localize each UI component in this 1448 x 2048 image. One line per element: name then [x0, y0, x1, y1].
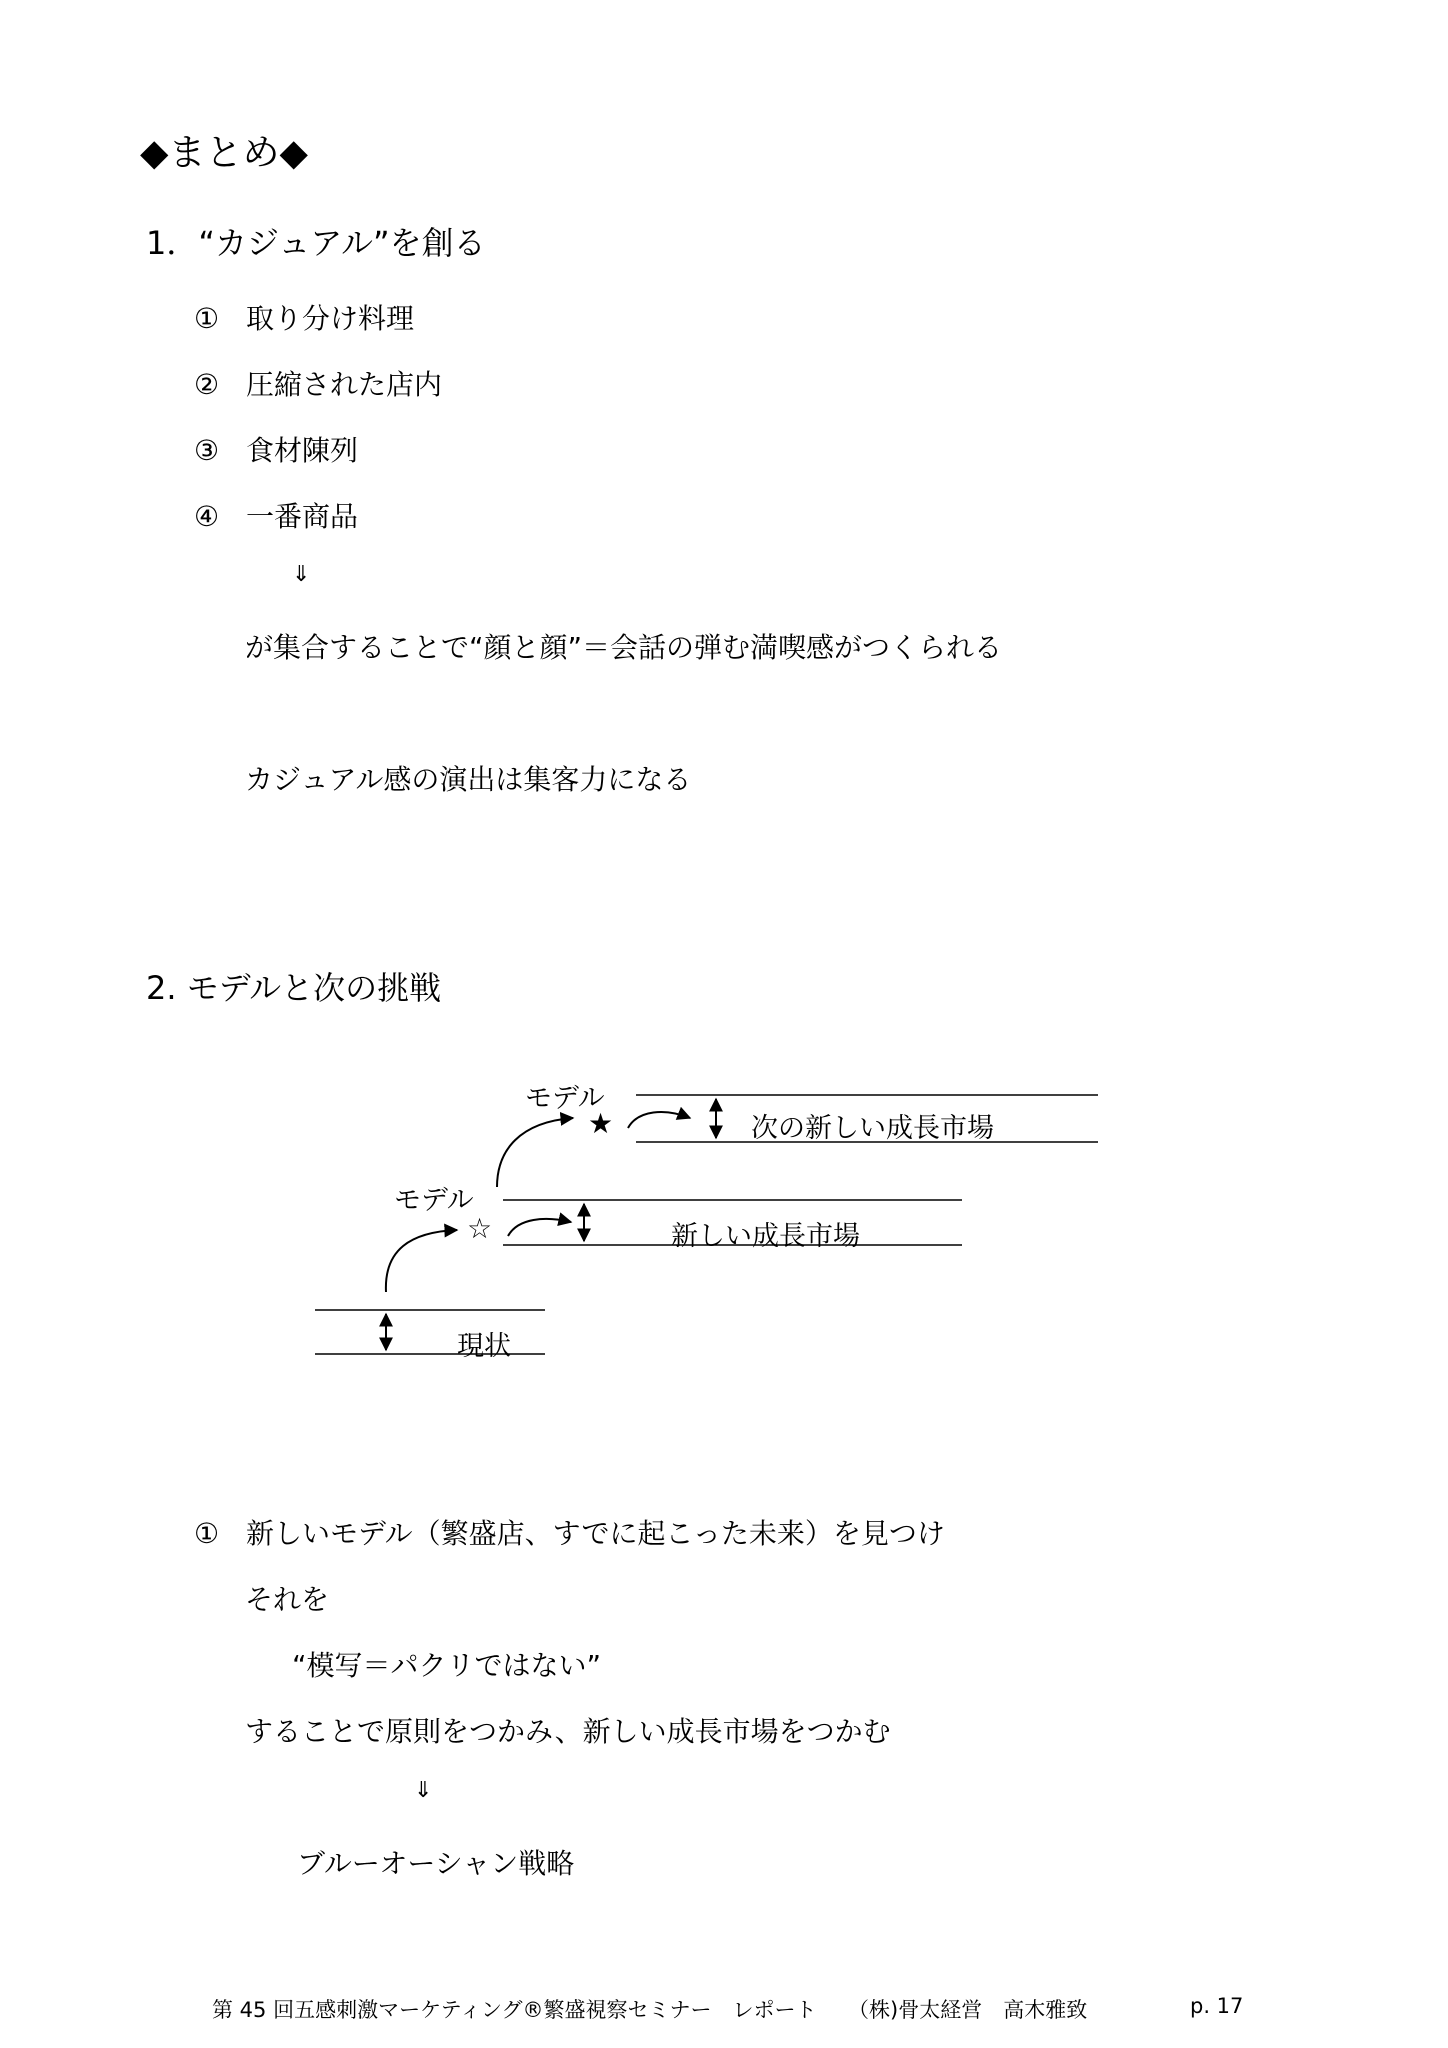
- model-label-2: モデル: [525, 1083, 605, 1114]
- down-arrow-icon: ⇓: [292, 562, 311, 587]
- curve-arrow-model-1-to-market-1: [508, 1219, 571, 1236]
- curve-arrow-market-1-to-model-2: [497, 1118, 573, 1187]
- section-2-heading: 2. モデルと次の挑戦: [146, 969, 442, 1007]
- hollow-star-icon: ☆: [467, 1212, 493, 1245]
- section-2-conclusion: ブルーオーシャン戦略: [297, 1847, 575, 1880]
- list-item-text: 新しいモデル（繁盛店、すでに起こった未来）を見つけ: [246, 1517, 945, 1550]
- section-2-quote: “模写＝パクリではない”: [292, 1649, 602, 1682]
- model-label-1: モデル: [394, 1185, 474, 1216]
- new-growth-market-label: 新しい成長市場: [671, 1221, 860, 1252]
- curve-arrow-model-2-to-market-2: [628, 1112, 690, 1128]
- section-2-line: それを: [245, 1583, 330, 1616]
- down-arrow-icon: ⇓: [414, 1778, 433, 1803]
- section-1-heading: 1．“カジュアル”を創る: [146, 224, 486, 262]
- next-growth-market-label: 次の新しい成長市場: [751, 1113, 994, 1144]
- filled-star-icon: ★: [588, 1107, 614, 1140]
- list-marker: ③: [194, 434, 220, 467]
- page-number: p. 17: [1190, 1994, 1244, 2018]
- list-item-text: 圧縮された店内: [246, 368, 443, 401]
- list-item-text: 一番商品: [246, 500, 359, 533]
- list-item-text: 取り分け料理: [246, 302, 415, 335]
- list-marker: ①: [194, 1517, 220, 1550]
- footer-text: 第 45 回五感刺激マーケティング®繁盛視察セミナー レポート （株)骨太経営 高木雅致: [212, 1998, 1088, 2022]
- curve-arrow-current-to-model-1: [386, 1230, 457, 1292]
- list-item-text: 食材陳列: [246, 434, 359, 467]
- list-marker: ②: [194, 368, 220, 401]
- section-2-line: することで原則をつかみ、新しい成長市場をつかむ: [245, 1715, 891, 1748]
- section-1-conclusion: カジュアル感の演出は集客力になる: [245, 763, 692, 796]
- list-marker: ①: [194, 302, 220, 335]
- current-status-label: 現状: [457, 1331, 511, 1362]
- list-marker: ④: [194, 500, 220, 533]
- list-item: [194, 1512, 945, 1552]
- page-title: ◆まとめ◆: [140, 131, 308, 174]
- section-1-result: が集合することで“顔と顔”＝会話の弾む満喫感がつくられる: [245, 631, 1003, 664]
